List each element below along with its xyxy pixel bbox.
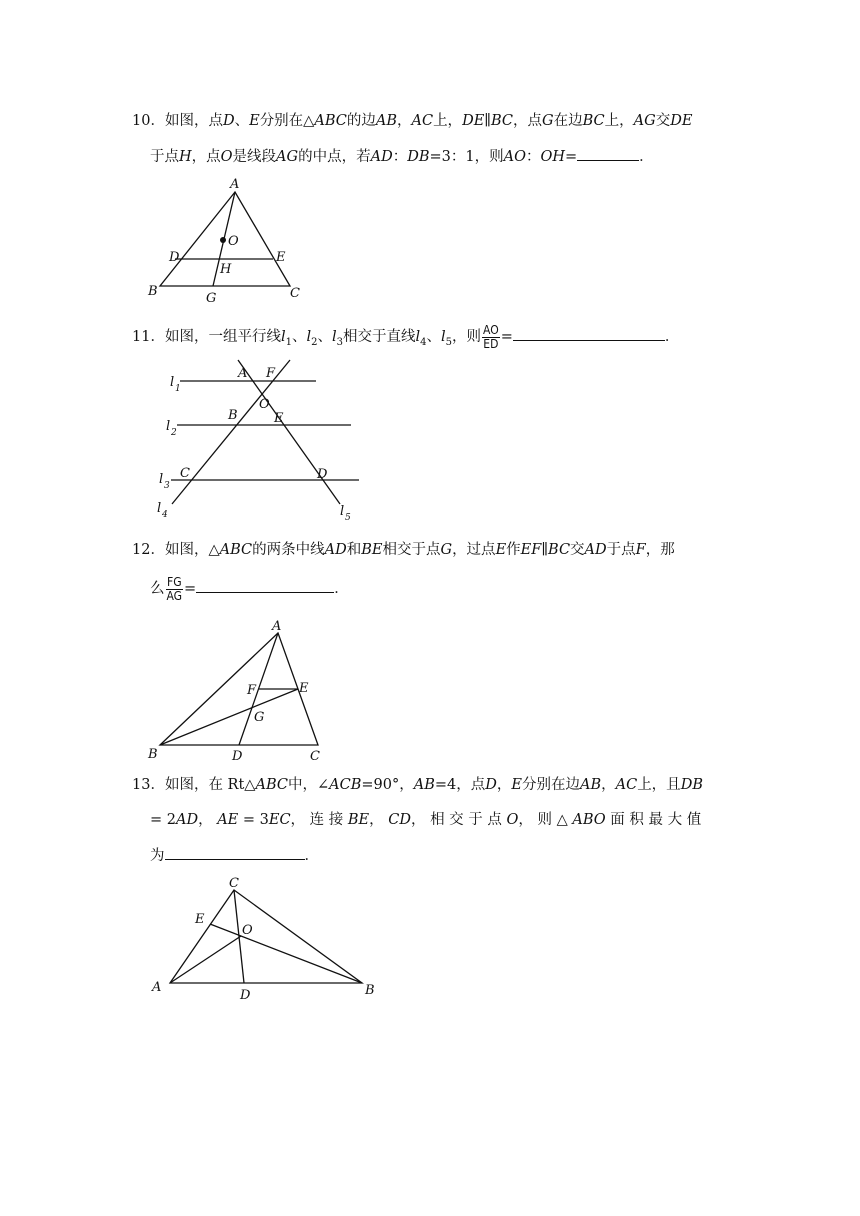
q11-label-F: F xyxy=(266,366,276,381)
q13-line-1: 13．如图，在 Rt△ABC中，∠ACB=90°，AB=4，点D，E分别在边AB，AC上，且DB xyxy=(132,777,703,793)
q12-fraction: $\frac{FG}{AG}$ xyxy=(166,574,183,603)
q10-label-A: A xyxy=(230,177,240,192)
q13-label-O: O xyxy=(242,923,253,938)
q10-label-B: B xyxy=(148,284,158,299)
q12-line-1: 12．如图，△ABC的两条中线AD和BE相交于点G，过点E作EF∥BC交AD于点F，那 xyxy=(132,542,675,558)
q11-label-C: C xyxy=(180,466,190,481)
q10-label-G: G xyxy=(206,291,217,306)
q13-label-A: A xyxy=(152,980,162,995)
q12-label-G: G xyxy=(254,710,265,725)
q10-label-O: O xyxy=(228,234,239,249)
q11-label-O: O xyxy=(259,397,270,412)
q12-label-B: B xyxy=(148,747,158,762)
q12-line-2: 么 $\frac{FG}{AG}$ = ． xyxy=(150,574,349,603)
q12-label-E: E xyxy=(299,681,309,696)
q13-label-D: D xyxy=(240,988,251,1003)
svg-text:1: 1 xyxy=(175,384,181,394)
q11-label-E: E xyxy=(274,411,284,426)
q11-label-l1: l xyxy=(170,375,175,390)
q12-label-D: D xyxy=(232,749,243,764)
q11-label-l4: l xyxy=(157,501,162,516)
q11-fraction: $\frac{AO}{ED}$ xyxy=(483,322,499,351)
svg-text:2: 2 xyxy=(171,428,177,438)
q12-label-F: F xyxy=(247,683,257,698)
q12-label-C: C xyxy=(310,749,320,764)
q10-label-E: E xyxy=(276,250,286,265)
q11-line-1: 11．如图，一组平行线$l_1$、$l_2$、$l_3$相交于直线$l_4$、$l_5$，则 $\frac{AO}{ED}$ = ． xyxy=(132,322,680,351)
q10-label-C: C xyxy=(290,286,300,301)
q13-line-2: = 2AD， AE = 3EC， 连 接 BE， CD， 相 交 于 点 O， 则 △ ABO 面 积 最 大 值 xyxy=(150,812,702,828)
q10-label-D: D xyxy=(169,250,180,265)
q13-label-C: C xyxy=(229,876,239,891)
q11-label-l2: l xyxy=(166,419,171,434)
q13-line-3: 为 ． xyxy=(150,845,319,866)
q13-label-B: B xyxy=(365,983,375,998)
q10-line-1: 10．如图，点D、E分别在△ABC的边AB，AC上，DE∥BC，点G在边BC上，AG交DE xyxy=(132,113,693,129)
svg-text:3: 3 xyxy=(164,481,170,491)
q11-label-B: B xyxy=(228,408,238,423)
q11-label-l5: l xyxy=(340,504,345,519)
svg-text:4: 4 xyxy=(162,510,168,520)
q11-label-A: A xyxy=(238,366,248,381)
svg-text:5: 5 xyxy=(345,513,351,523)
q11-label-l3: l xyxy=(159,472,164,487)
q12-label-A: A xyxy=(272,619,282,634)
q11-label-D: D xyxy=(317,467,328,482)
q10-line-2: 于点H，点O是线段AG的中点，若AD：DB=3：1，则AO：OH= ． xyxy=(150,146,654,167)
q10-label-H: H xyxy=(220,262,232,277)
q13-label-E: E xyxy=(195,912,205,927)
